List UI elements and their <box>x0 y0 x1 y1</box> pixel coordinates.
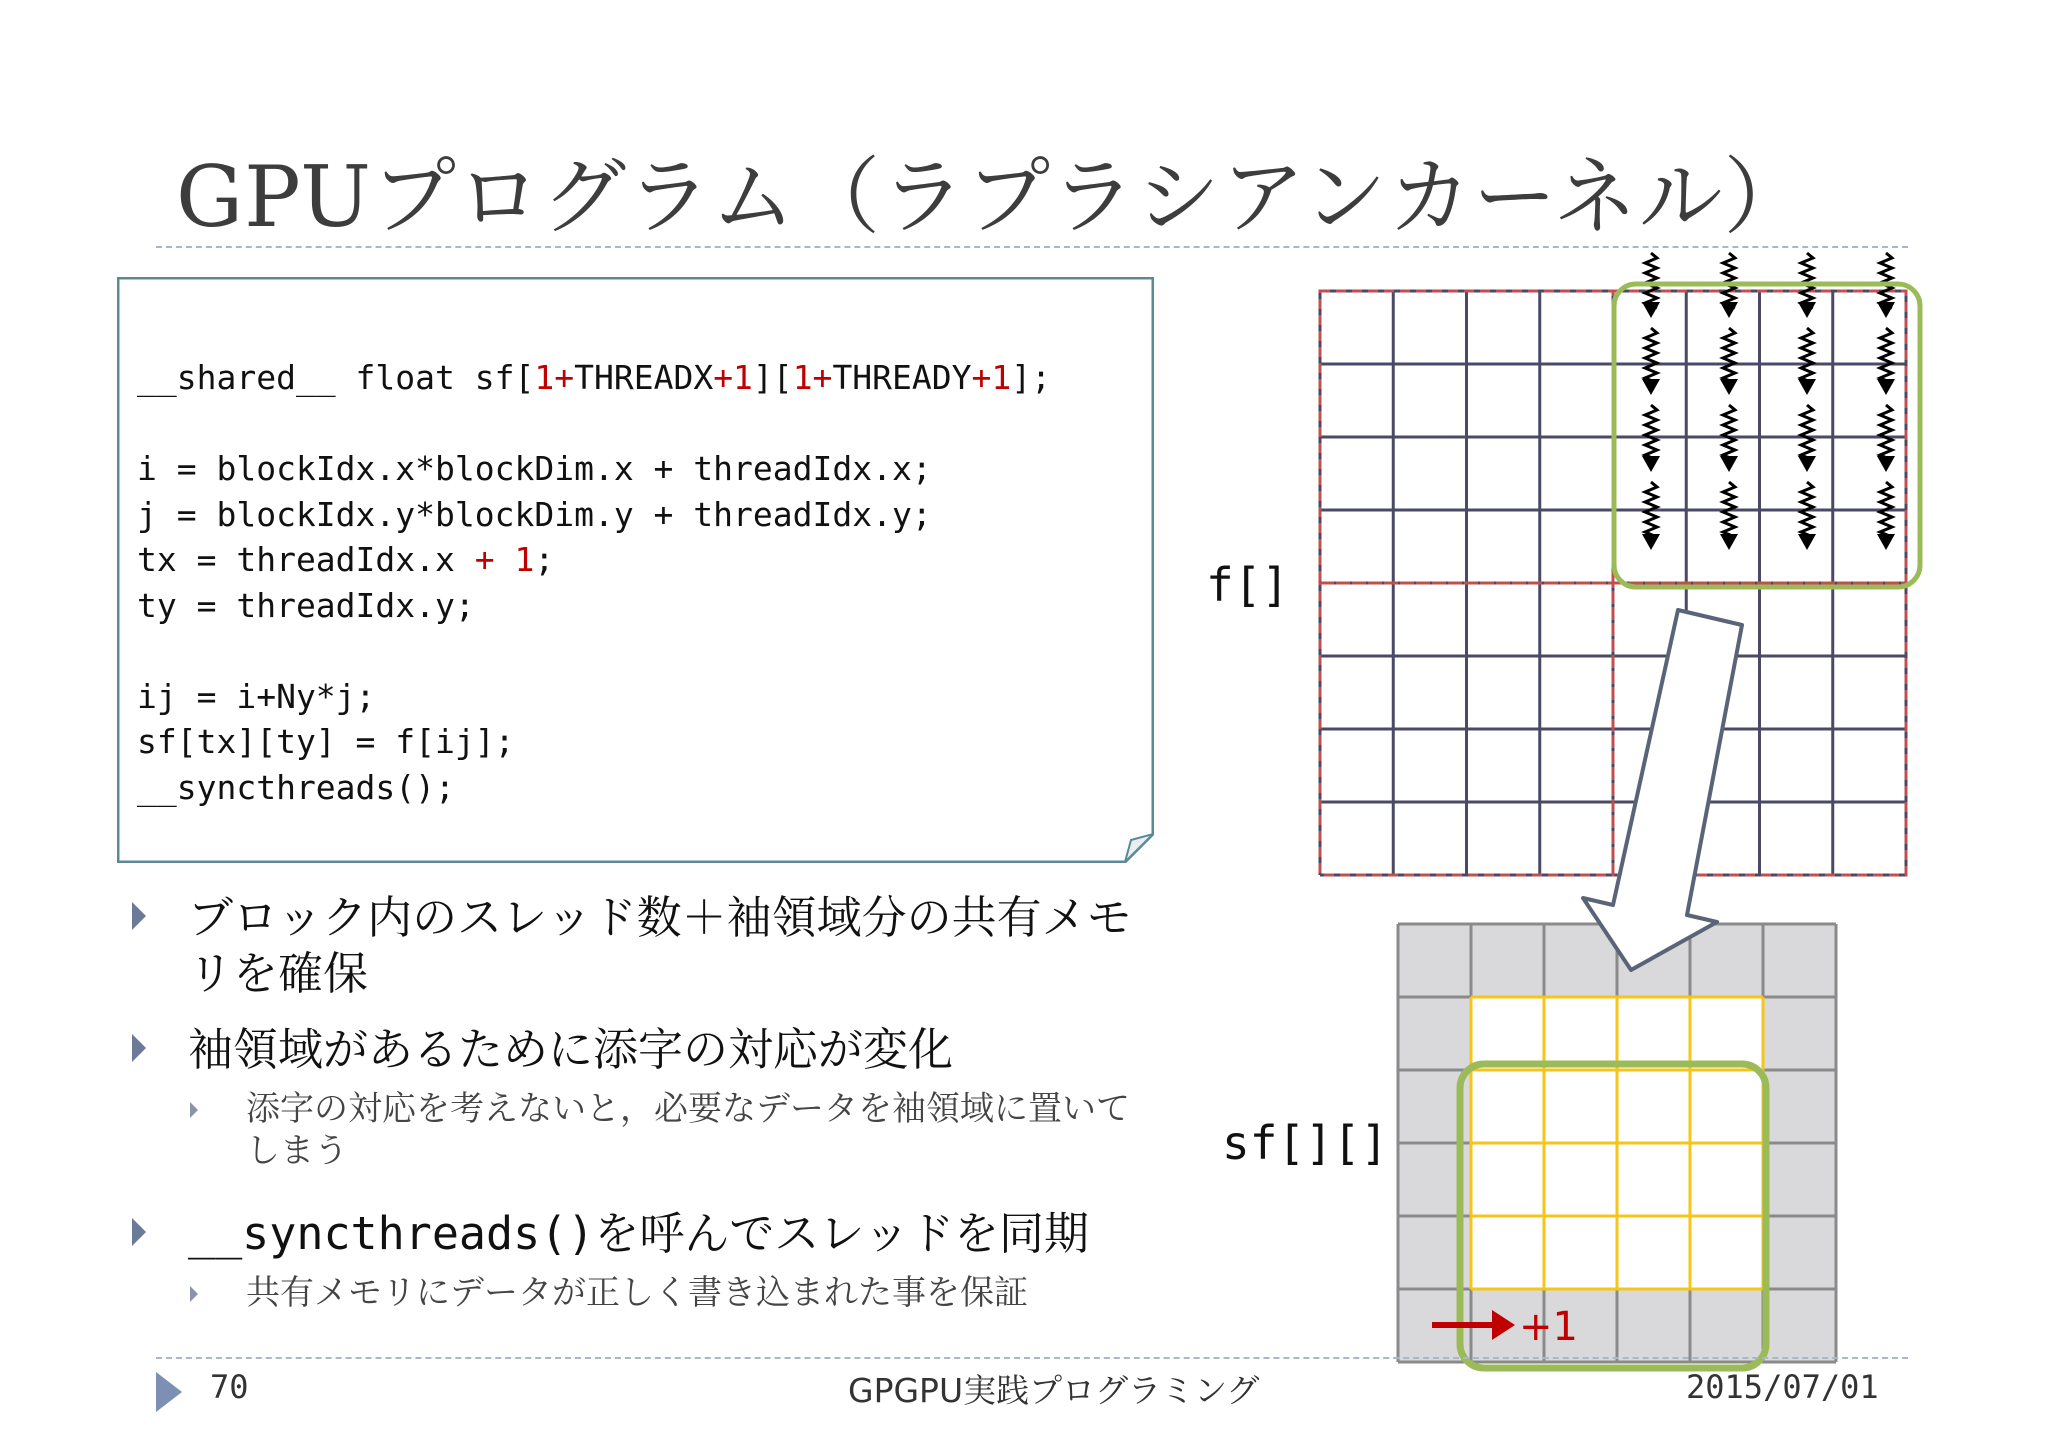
page-number: 70 <box>210 1368 249 1406</box>
halo-cell <box>1690 1289 1763 1362</box>
global-array-label: f[] <box>1206 558 1290 612</box>
interior-cell <box>1471 1216 1544 1289</box>
footer-date: 2015/07/01 <box>1686 1368 1879 1406</box>
sub-bullet-item: 添字の対応を考えないと，必要なデータを袖領域に置いてしまう <box>128 1088 1148 1172</box>
interior-cell <box>1617 1070 1690 1143</box>
thread-arrowhead-icon <box>1642 379 1660 395</box>
halo-cell <box>1617 1289 1690 1362</box>
bullet-item: __syncthreads()を呼んでスレッドを同期 <box>128 1206 1148 1262</box>
footer-course-title: GPGPU実践プログラミング <box>848 1371 1260 1410</box>
thread-arrowhead-icon <box>1798 456 1816 472</box>
thread-squiggle <box>1723 253 1735 308</box>
bullet-item: 袖領域があるために添字の対応が変化 <box>128 1022 1148 1078</box>
interior-cell <box>1690 1143 1763 1216</box>
interior-cell <box>1617 1143 1690 1216</box>
thread-squiggle <box>1723 328 1735 383</box>
interior-cell <box>1690 1070 1763 1143</box>
bullet-item: ブロック内のスレッド数＋袖領域分の共有メモリを確保 <box>128 890 1148 1002</box>
thread-squiggle <box>1880 405 1892 460</box>
thread-squiggle <box>1880 328 1892 383</box>
thread-arrows <box>1642 253 1895 550</box>
thread-squiggle <box>1801 328 1813 383</box>
footer-triangle-icon <box>156 1372 182 1412</box>
thread-squiggle <box>1723 405 1735 460</box>
halo-cell <box>1763 997 1836 1070</box>
halo-cell <box>1690 924 1763 997</box>
thread-arrowhead-icon <box>1877 534 1895 550</box>
sub-bullet-item: 共有メモリにデータが正しく書き込まれた事を保証 <box>128 1272 1148 1314</box>
interior-cell <box>1617 997 1690 1070</box>
thread-squiggle <box>1645 405 1657 460</box>
thread-arrowhead-icon <box>1877 456 1895 472</box>
shared-memory-grid <box>1398 924 1836 1362</box>
code-listing: __shared__ float sf[1+THREADX+1][1+THREADY+1]; i = blockIdx.x*blockDim.x + threadIdx.x; j = blockIdx.y*blockDim.y + threadIdx.y; tx = threadIdx.x + 1; ty = threadIdx.y; ij = i+Ny*j; sf[tx][ty] = f[ij]; __syncthreads(); <box>137 358 1052 807</box>
thread-arrowhead-icon <box>1720 456 1738 472</box>
interior-cell <box>1471 1070 1544 1143</box>
interior-cell <box>1617 1216 1690 1289</box>
thread-squiggle <box>1801 405 1813 460</box>
interior-cell <box>1544 1070 1617 1143</box>
halo-cell <box>1398 924 1471 997</box>
thread-arrowhead-icon <box>1877 302 1895 318</box>
thread-arrowhead-icon <box>1720 379 1738 395</box>
interior-cell <box>1471 1143 1544 1216</box>
thread-arrowhead-icon <box>1642 534 1660 550</box>
thread-arrowhead-icon <box>1720 302 1738 318</box>
interior-cell <box>1690 997 1763 1070</box>
thread-squiggle <box>1801 253 1813 308</box>
thread-squiggle <box>1880 253 1892 308</box>
halo-cell <box>1763 1216 1836 1289</box>
halo-cell <box>1471 924 1544 997</box>
interior-cell <box>1690 1216 1763 1289</box>
halo-cell <box>1763 1143 1836 1216</box>
copy-arrow <box>1583 610 1742 970</box>
offset-label: +1 <box>1519 1304 1578 1350</box>
halo-cell <box>1763 1289 1836 1362</box>
halo-cell <box>1763 1070 1836 1143</box>
page-title: GPUプログラム（ラプラシアンカーネル） <box>176 148 1809 246</box>
thread-arrowhead-icon <box>1798 302 1816 318</box>
interior-cell <box>1544 1216 1617 1289</box>
thread-arrowhead-icon <box>1877 379 1895 395</box>
thread-squiggle <box>1645 328 1657 383</box>
thread-arrowhead-icon <box>1720 534 1738 550</box>
footer-divider <box>156 1357 1908 1359</box>
thread-arrowhead-icon <box>1642 302 1660 318</box>
interior-cell <box>1544 997 1617 1070</box>
interior-cell <box>1544 1143 1617 1216</box>
thread-squiggle <box>1645 253 1657 308</box>
thread-arrowhead-icon <box>1642 456 1660 472</box>
thread-arrowhead-icon <box>1798 379 1816 395</box>
interior-cell <box>1471 997 1544 1070</box>
halo-cell <box>1398 997 1471 1070</box>
halo-cell <box>1763 924 1836 997</box>
thread-arrowhead-icon <box>1798 534 1816 550</box>
shared-array-label: sf[][] <box>1222 1116 1389 1170</box>
